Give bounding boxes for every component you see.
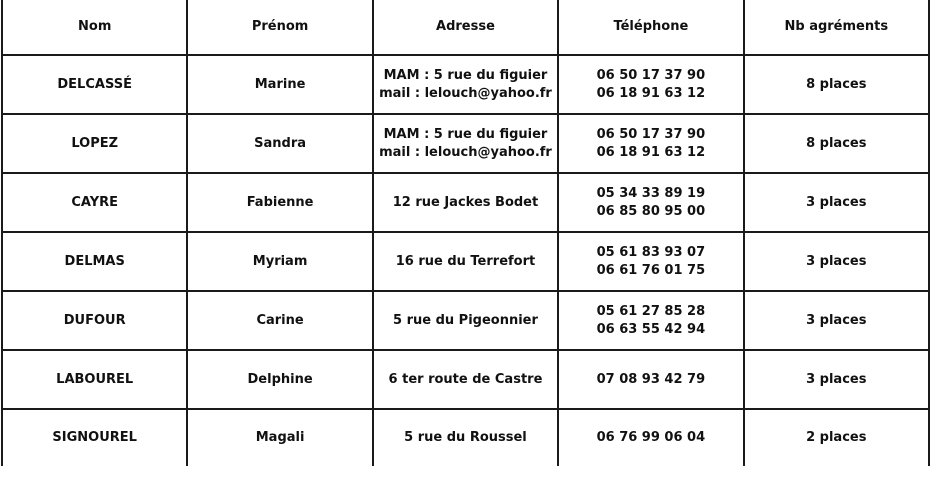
cell-places: 3 places [744,173,929,232]
cell-nom: DELMAS [2,232,187,291]
cell-adresse-line: 16 rue du Terrefort [395,253,536,269]
table-row [2,232,929,291]
cell-telephone-line: 05 61 83 93 07 [596,244,706,260]
cell-adresse-line: 5 rue du Pigeonnier [393,312,538,328]
cell-prenom: Carine [187,291,372,350]
cell-prenom: Myriam [187,232,372,291]
header-prenom: Prénom [187,0,372,55]
cell-adresse [373,114,558,173]
cell-adresse [373,232,558,291]
cell-telephone [558,232,743,291]
cell-telephone-line: 05 34 33 89 19 [596,185,706,201]
cell-places: 8 places [744,114,929,173]
cell-prenom: Sandra [187,114,372,173]
cell-adresse [373,350,558,409]
cell-telephone-line: 05 61 27 85 28 [596,303,706,319]
table-row [2,173,929,232]
cell-adresse [373,409,558,466]
cell-nom: SIGNOUREL [2,409,187,466]
cell-telephone-line: 06 63 55 42 94 [596,321,706,337]
cell-nom: CAYRE [2,173,187,232]
table-row [2,55,929,114]
cell-telephone-line: 06 76 99 06 04 [596,430,706,445]
header-adresse: Adresse [373,0,558,55]
cell-adresse [373,291,558,350]
cell-telephone [558,350,743,409]
cell-nom: LOPEZ [2,114,187,173]
cell-adresse-line: MAM : 5 rue du figuier [383,67,548,83]
table-row [2,409,929,466]
cell-adresse [373,173,558,232]
cell-telephone-line: 06 85 80 95 00 [596,203,706,219]
header-row [2,0,929,55]
cell-prenom: Delphine [187,350,372,409]
cell-adresse-line: mail : lelouch@yahoo.fr [379,85,552,101]
cell-nom: LABOUREL [2,350,187,409]
table-row [2,114,929,173]
assistantes-table [1,0,930,466]
cell-places: 3 places [744,291,929,350]
cell-telephone-line: 06 18 91 63 12 [596,85,706,101]
cell-places: 2 places [744,409,929,466]
header-nom: Nom [2,0,187,55]
cell-telephone-line: 07 08 93 42 79 [596,371,706,387]
cell-adresse-line: 5 rue du Roussel [404,430,527,445]
cell-prenom: Magali [187,409,372,466]
table-row [2,350,929,409]
cell-prenom: Fabienne [187,173,372,232]
cell-places: 8 places [744,55,929,114]
cell-adresse-line: MAM : 5 rue du figuier [383,126,548,142]
header-telephone: Téléphone [558,0,743,55]
cell-adresse-line: mail : lelouch@yahoo.fr [379,144,552,160]
cell-telephone-line: 06 50 17 37 90 [596,67,706,83]
cell-adresse-line: 6 ter route de Castre [388,371,543,387]
cell-adresse-line: 12 rue Jackes Bodet [392,194,539,210]
cell-telephone-line: 06 50 17 37 90 [596,126,706,142]
cell-telephone-line: 06 18 91 63 12 [596,144,706,160]
cell-telephone [558,114,743,173]
cell-places: 3 places [744,232,929,291]
cell-telephone [558,173,743,232]
header-places: Nb agréments [744,0,929,55]
cell-nom: DELCASSÉ [2,55,187,114]
cell-prenom: Marine [187,55,372,114]
cell-telephone-line: 06 61 76 01 75 [596,262,706,278]
cell-places: 3 places [744,350,929,409]
cell-telephone [558,55,743,114]
cell-telephone [558,291,743,350]
cell-telephone [558,409,743,466]
table-row [2,291,929,350]
cell-adresse [373,55,558,114]
cell-nom: DUFOUR [2,291,187,350]
